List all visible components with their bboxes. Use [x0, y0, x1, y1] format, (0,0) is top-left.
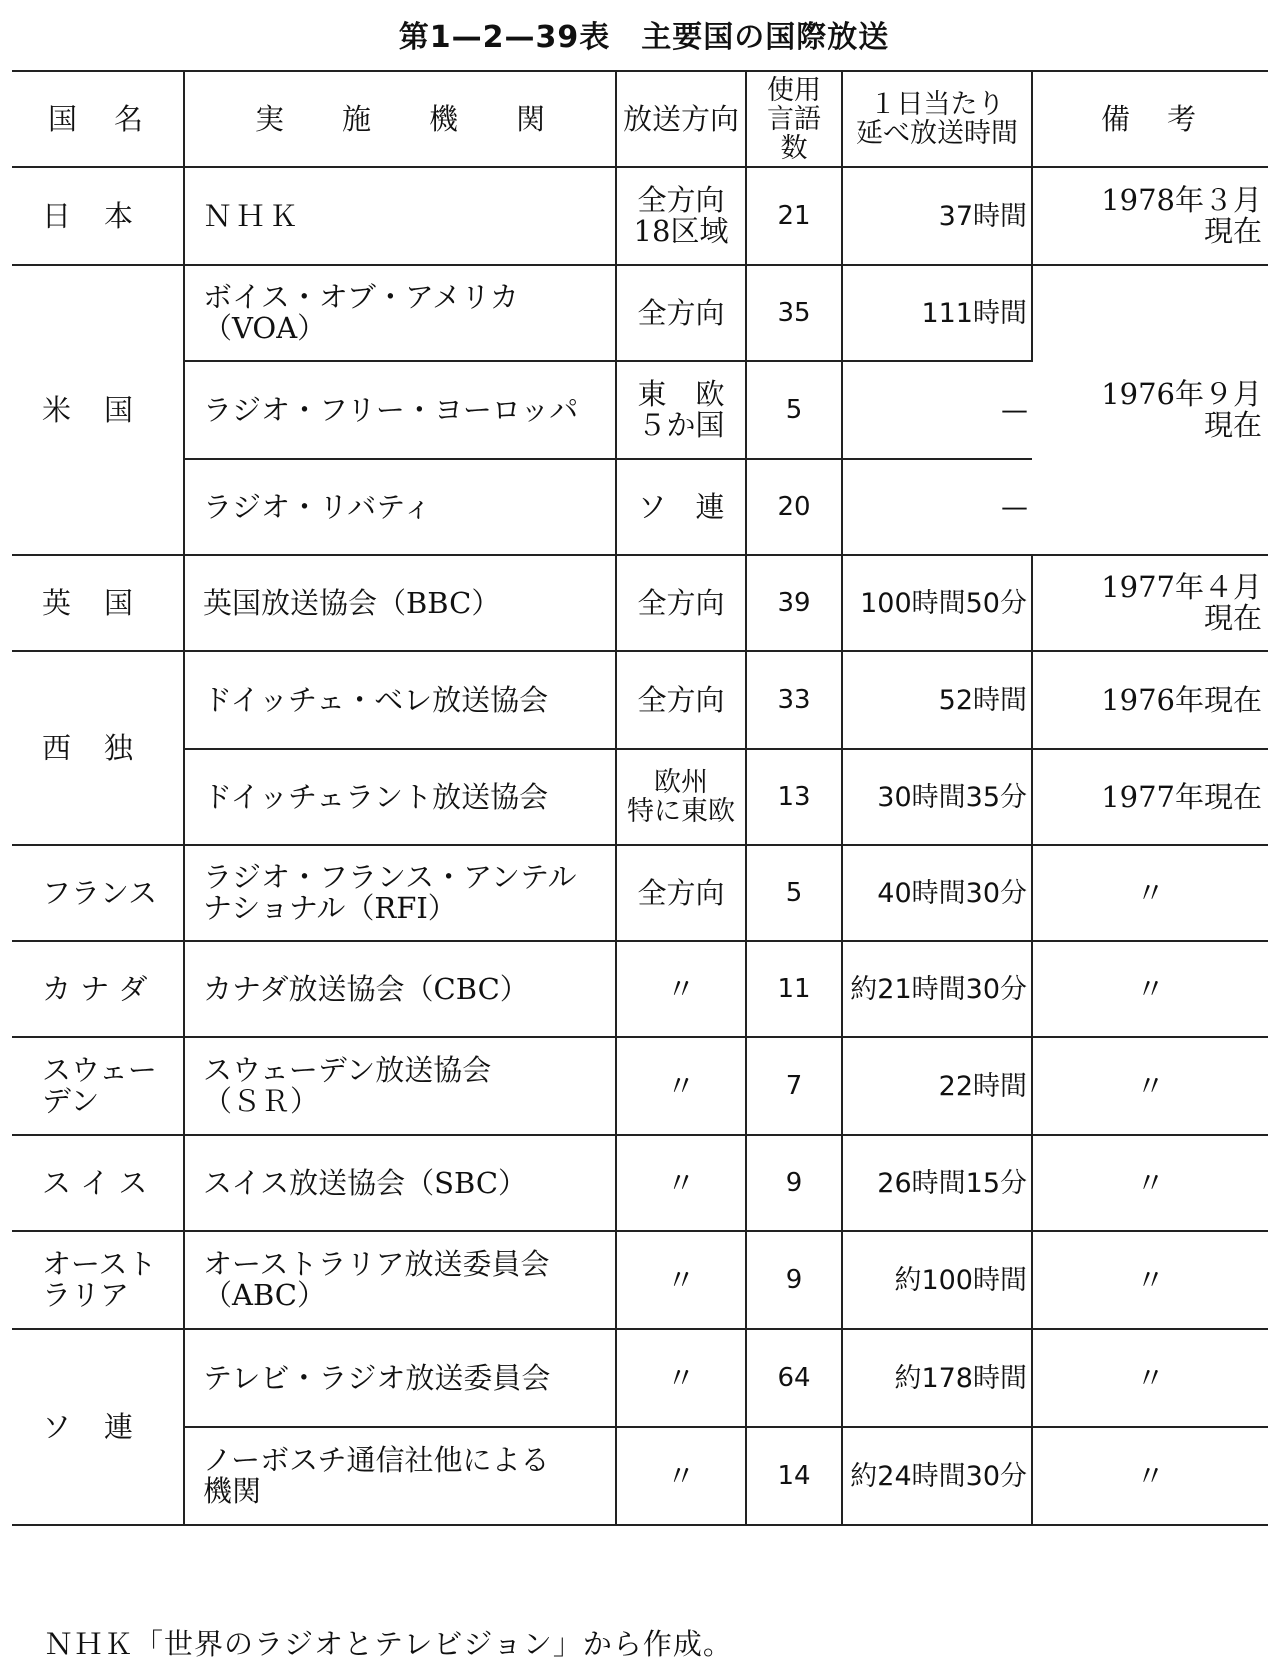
country-name: 英 国	[42, 585, 136, 620]
hours-cell: 約100時間	[842, 1231, 1032, 1329]
header-note: 備 考	[1032, 71, 1268, 167]
table-row	[12, 1135, 1268, 1231]
org-cell: ドイッチェ・ベレ放送協会	[184, 651, 616, 749]
org-cell: 英国放送協会（BBC）	[184, 555, 616, 651]
direction-cell: 全方向	[616, 265, 746, 361]
note-cell: 〃	[1032, 941, 1268, 1037]
note-cell: 1976年現在	[1032, 651, 1268, 749]
country-cell	[12, 167, 184, 265]
country-cell: オースト ラリア	[12, 1231, 184, 1329]
table-row	[12, 749, 1268, 845]
hours-cell: 約24時間30分	[842, 1427, 1032, 1525]
direction-cell: ソ 連	[616, 459, 746, 555]
languages-cell: 7	[746, 1037, 842, 1135]
country-cell: スウェー デン	[12, 1037, 184, 1135]
org-cell: スウェーデン放送協会 （ＳＲ）	[184, 1037, 616, 1135]
org-cell: オーストラリア放送委員会 （ABC）	[184, 1231, 616, 1329]
table-row	[12, 1427, 1268, 1525]
languages-cell: 11	[746, 941, 842, 1037]
languages-cell: 35	[746, 265, 842, 361]
table-row	[12, 1231, 1268, 1329]
direction-cell: 欧州 特に東欧	[616, 749, 746, 845]
table-row	[12, 555, 1268, 651]
hours-cell: 52時間	[842, 651, 1032, 749]
table-row	[12, 1329, 1268, 1427]
broadcast-table	[12, 70, 1268, 1526]
org-cell: カナダ放送協会（CBC）	[184, 941, 616, 1037]
country-name: ソ 連	[42, 1409, 136, 1444]
org-cell: ラジオ・リバティ	[184, 459, 616, 555]
note-cell: 1978年３月 現在	[1032, 167, 1268, 265]
table-row	[12, 1037, 1268, 1135]
org-cell: ラジオ・フランス・アンテル ナショナル（RFI）	[184, 845, 616, 941]
country-cell	[12, 555, 184, 651]
country-cell: フランス	[12, 845, 184, 941]
direction-cell: 全方向 18区域	[616, 167, 746, 265]
header-org: 実 施 機 関	[184, 71, 616, 167]
note-cell: 1977年現在	[1032, 749, 1268, 845]
header-row	[12, 71, 1268, 167]
country-cell: ス イ ス	[12, 1135, 184, 1231]
hours-cell: 111時間	[842, 265, 1032, 361]
table-title: 第1—2—39表 主要国の国際放送	[398, 20, 890, 55]
org-cell: ドイッチェラント放送協会	[184, 749, 616, 845]
note-cell: 〃	[1032, 1329, 1268, 1427]
org-cell: ラジオ・フリー・ヨーロッパ	[184, 361, 616, 459]
note-cell: 〃	[1032, 1037, 1268, 1135]
direction-cell: 〃	[616, 1427, 746, 1525]
org-cell: スイス放送協会（SBC）	[184, 1135, 616, 1231]
country-name: 米 国	[42, 392, 136, 427]
direction-cell: 全方向	[616, 651, 746, 749]
table-row	[12, 651, 1268, 749]
hours-cell: 100時間50分	[842, 555, 1032, 651]
direction-cell: 〃	[616, 1135, 746, 1231]
languages-cell: 9	[746, 1135, 842, 1231]
note-cell: 1976年９月 現在	[1032, 265, 1268, 555]
table-row	[12, 941, 1268, 1037]
note-cell: 〃	[1032, 1231, 1268, 1329]
direction-cell: 〃	[616, 1231, 746, 1329]
country-name: 西 独	[42, 730, 136, 765]
languages-cell: 20	[746, 459, 842, 555]
source-note: ＮＨＫ「世界のラジオとテレビジョン」から作成。	[44, 1627, 733, 1661]
hours-cell: —	[842, 459, 1032, 555]
languages-cell: 33	[746, 651, 842, 749]
hours-cell: 約21時間30分	[842, 941, 1032, 1037]
languages-cell: 5	[746, 361, 842, 459]
note-cell: 〃	[1032, 1135, 1268, 1231]
country-cell: カ ナ ダ	[12, 941, 184, 1037]
table-row	[12, 167, 1268, 265]
languages-cell: 21	[746, 167, 842, 265]
country-cell	[12, 1329, 184, 1525]
org-cell: ノーボスチ通信社他による 機関	[184, 1427, 616, 1525]
direction-cell: 全方向	[616, 555, 746, 651]
hours-cell: 約178時間	[842, 1329, 1032, 1427]
header-hours: １日当たり 延べ放送時間	[842, 71, 1032, 167]
languages-cell: 9	[746, 1231, 842, 1329]
note-cell: 〃	[1032, 845, 1268, 941]
note-cell: 〃	[1032, 1427, 1268, 1525]
note-cell: 1977年４月 現在	[1032, 555, 1268, 651]
languages-cell: 13	[746, 749, 842, 845]
header-languages: 使用 言語 数	[746, 71, 842, 167]
hours-cell: 37時間	[842, 167, 1032, 265]
org-cell: ボイス・オブ・アメリカ （VOA）	[184, 265, 616, 361]
languages-cell: 14	[746, 1427, 842, 1525]
table-row	[12, 845, 1268, 941]
direction-cell: 〃	[616, 1329, 746, 1427]
org-cell: テレビ・ラジオ放送委員会	[184, 1329, 616, 1427]
hours-cell: —	[842, 361, 1032, 459]
languages-cell: 5	[746, 845, 842, 941]
table-row	[12, 265, 1268, 361]
direction-cell: 〃	[616, 941, 746, 1037]
org-cell: ＮＨＫ	[184, 167, 616, 265]
country-cell	[12, 651, 184, 845]
header-direction: 放送方向	[616, 71, 746, 167]
hours-cell: 26時間15分	[842, 1135, 1032, 1231]
hours-cell: 22時間	[842, 1037, 1032, 1135]
direction-cell: 東 欧 ５か国	[616, 361, 746, 459]
languages-cell: 39	[746, 555, 842, 651]
hours-cell: 40時間30分	[842, 845, 1032, 941]
country-cell	[12, 265, 184, 555]
hours-cell: 30時間35分	[842, 749, 1032, 845]
direction-cell: 全方向	[616, 845, 746, 941]
direction-cell: 〃	[616, 1037, 746, 1135]
languages-cell: 64	[746, 1329, 842, 1427]
country-name: 日 本	[42, 198, 136, 233]
header-country: 国 名	[12, 71, 184, 167]
